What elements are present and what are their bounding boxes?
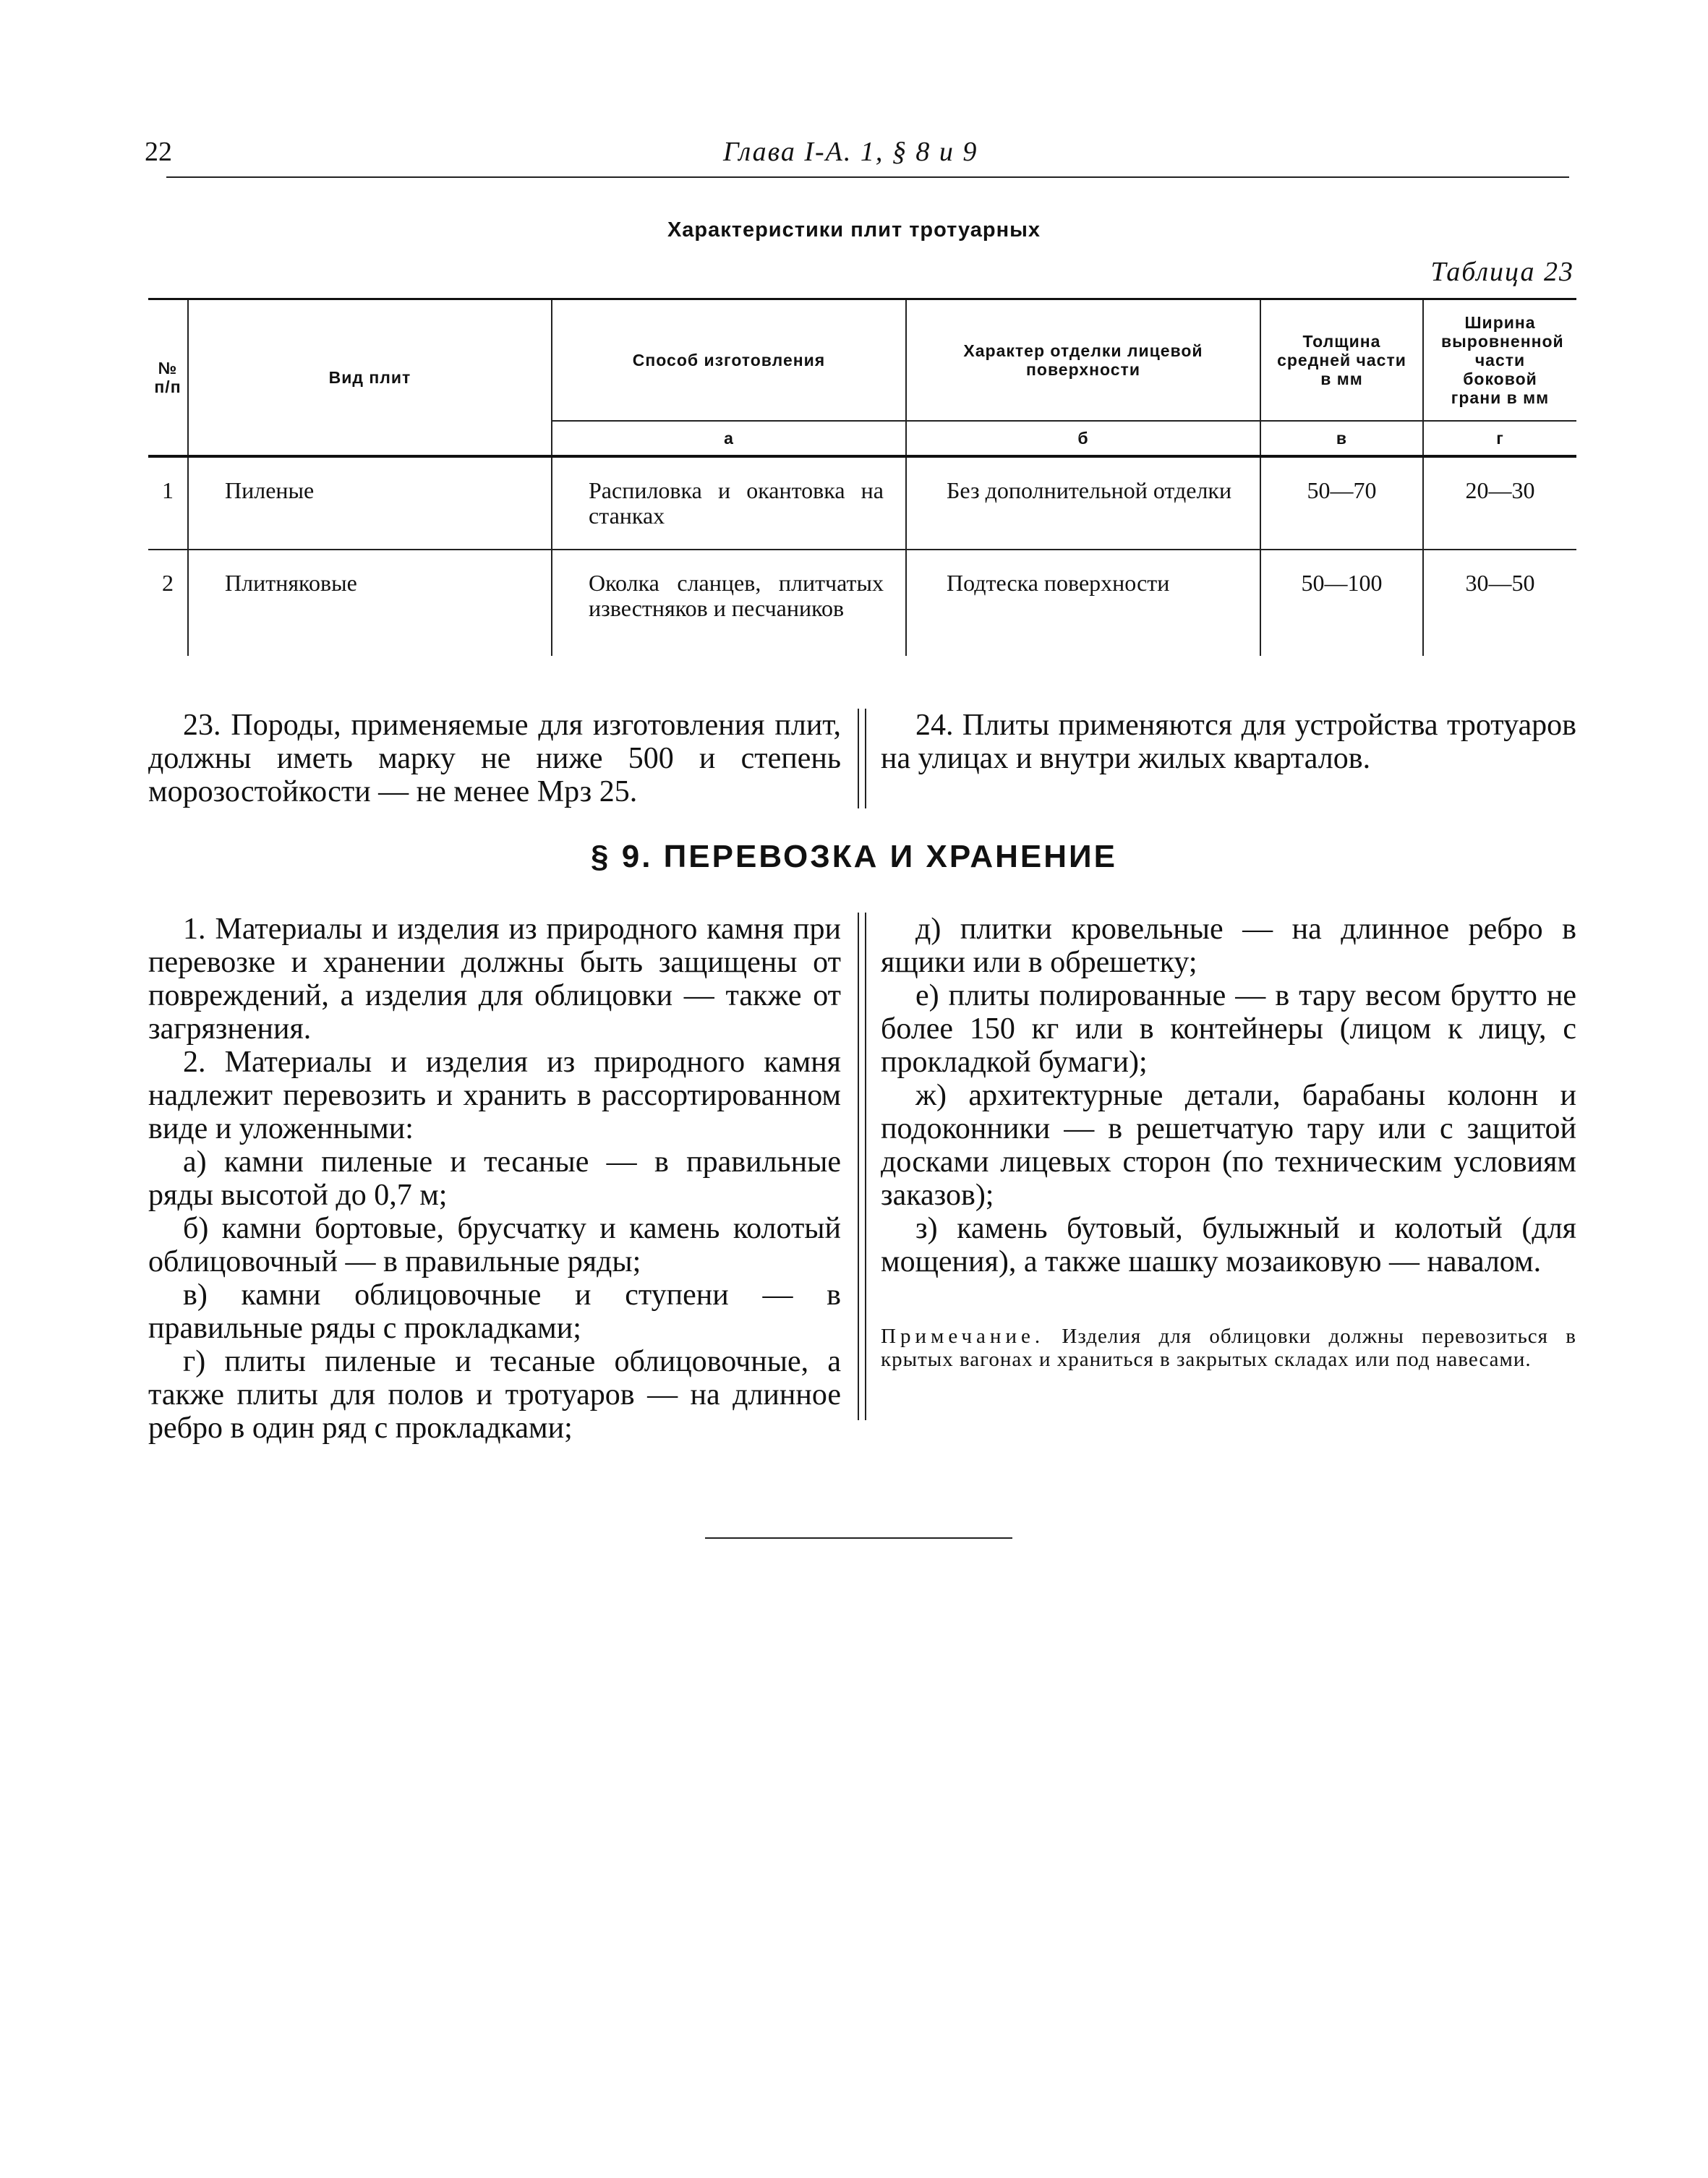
header-num: № п/п — [148, 299, 188, 457]
letter-g: г — [1423, 421, 1576, 456]
running-title: Глава I-А. 1, § 8 и 9 — [723, 137, 978, 167]
row-number: 1 — [148, 456, 188, 550]
header-thickness: Толщина средней части в мм — [1260, 299, 1423, 422]
table-header-row — [148, 299, 1576, 422]
item-zh: ж) архитектурные детали, барабаны колонн и подоконники — в решетчатую тару или с защитой досками лицевых сторон (по техническим условиям заказов); — [881, 1079, 1576, 1212]
note-text: Изделия для облицовки должны перевозиться в крытых вагонах и храниться в закрытых складах или под навесами. — [881, 1325, 1576, 1371]
row-number: 2 — [148, 550, 188, 656]
row-width: 20—30 — [1423, 456, 1576, 550]
table-caption: Характеристики плит тротуарных — [667, 218, 1041, 242]
note-label: Примечание. — [881, 1325, 1045, 1348]
clause-1: 1. Материалы и изделия из природного камня при перевозке и хранении должны быть защищены от повреждений, а изделия для облицовки — также от загрязнения. — [148, 913, 841, 1046]
row-kind: Плитняковые — [188, 550, 552, 656]
paragraph-24: 24. Плиты применяются для устройства тротуаров на улицах и внутри жилых кварталов. — [881, 709, 1576, 775]
item-z: з) камень бутовый, булыжный и колотый (для мощения), а также шашку мозаиковую — навалом. — [881, 1212, 1576, 1278]
table-number: Таблица 23 — [1430, 257, 1574, 287]
column-divider — [858, 709, 866, 808]
row-finish: Подтеска поверхности — [906, 550, 1260, 656]
section-heading: § 9. ПЕРЕВОЗКА И ХРАНЕНИЕ — [591, 839, 1117, 874]
clause-2: 2. Материалы и изделия из природного камня надлежит перевозить и хранить в рассортированном виде и уложенными: — [148, 1046, 841, 1145]
header-width: Ширина выровненной части боковой грани в мм — [1423, 299, 1576, 422]
table-row — [148, 550, 1576, 656]
row-kind: Пиленые — [188, 456, 552, 550]
row-thickness: 50—100 — [1260, 550, 1423, 656]
item-d: д) плитки кровельные — на длинное ребро в ящики или в обрешетку; — [881, 913, 1576, 979]
section-left-column — [148, 913, 841, 1445]
section-right-column — [881, 913, 1576, 1278]
paragraph-24-column — [881, 709, 1576, 775]
header-kind: Вид плит — [188, 299, 552, 457]
paragraph-23: 23. Породы, применяемые для изготовления плит, должны иметь марку не ниже 500 и степень морозостойкости — не менее Мрз 25. — [148, 709, 841, 808]
row-method: Околка сланцев, плитчатых известняков и песчаников — [552, 550, 906, 656]
item-b: б) камни бортовые, брусчатку и камень колотый облицовочный — в правильные ряды; — [148, 1212, 841, 1278]
specs-table — [148, 298, 1576, 656]
column-divider — [858, 913, 866, 1420]
header-finish: Характер отделки лицевой поверхности — [906, 299, 1260, 422]
row-finish: Без дополнительной отделки — [906, 456, 1260, 550]
row-thickness: 50—70 — [1260, 456, 1423, 550]
item-e: е) плиты полированные — в тару весом брутто не более 150 кг или в контейнеры (лицом к лицу, с прокладкой бумаги); — [881, 979, 1576, 1079]
row-width: 30—50 — [1423, 550, 1576, 656]
letter-v: в — [1260, 421, 1423, 456]
letter-b: б — [906, 421, 1260, 456]
header-method: Способ изготовления — [552, 299, 906, 422]
item-a: а) камни пиленые и тесаные — в правильные ряды высотой до 0,7 м; — [148, 1145, 841, 1212]
table-row — [148, 456, 1576, 550]
note — [881, 1325, 1576, 1371]
row-method: Распиловка и окантовка на станках — [552, 456, 906, 550]
paragraph-23-column — [148, 709, 841, 808]
item-v: в) камни облицовочные и ступени — в правильные ряды с прокладками; — [148, 1278, 841, 1345]
end-rule — [705, 1537, 1012, 1539]
page-number: 22 — [145, 137, 172, 167]
letter-a: а — [552, 421, 906, 456]
header-rule — [166, 176, 1569, 178]
item-g: г) плиты пиленые и тесаные облицовочные, а также плиты для полов и тротуаров — на длинное ребро в один ряд с прокладками; — [148, 1345, 841, 1445]
